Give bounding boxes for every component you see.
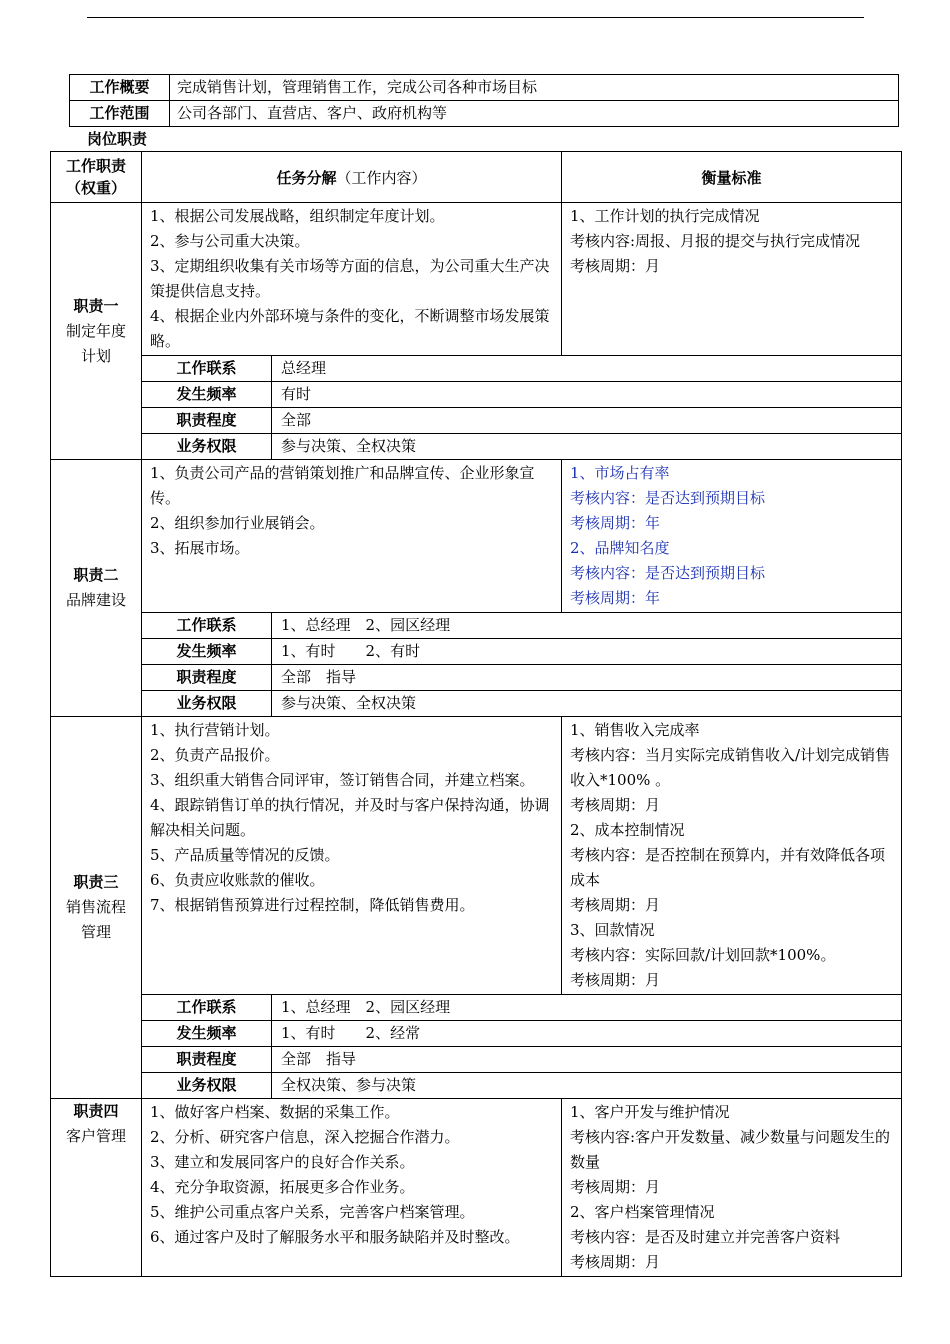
task-item: 2、参与公司重大决策。 [150, 232, 310, 250]
duty-row-4 [51, 1099, 902, 1277]
duty-name-line: 品牌建设 [65, 591, 126, 609]
duty-row-1 [51, 203, 902, 356]
duty-row-2 [51, 460, 902, 613]
measure-item: 2、成本控制情况 [570, 821, 685, 839]
header-task-main: 任务分解 [276, 168, 337, 187]
attr-row [51, 639, 902, 665]
summary-row-scope [70, 101, 899, 127]
attr-row [51, 691, 902, 717]
summary-label: 工作概要 [70, 75, 170, 101]
task-item: 5、产品质量等情况的反馈。 [150, 846, 340, 864]
measure-item: 考核周期：月 [570, 1253, 661, 1271]
duty-title-cell [51, 1099, 142, 1277]
attr-value: 1、总经理 2、园区经理 [272, 613, 902, 639]
duty-name-line: 计划 [80, 346, 111, 365]
duty-tasks [142, 460, 562, 613]
duty-tasks [142, 717, 562, 995]
attr-value: 1、有时 2、经常 [272, 1021, 902, 1047]
attr-label: 职责程度 [142, 1047, 272, 1073]
duties-table [50, 151, 902, 1277]
summary-row-overview [70, 75, 899, 101]
attr-value: 全部 [272, 408, 902, 434]
measure-item: 1、市场占有率 [570, 464, 670, 482]
attr-label: 发生频率 [142, 1021, 272, 1047]
measure-item: 1、客户开发与维护情况 [570, 1103, 730, 1121]
measure-item: 考核内容：实际回款/计划回款*100%。 [570, 946, 836, 964]
attr-value: 参与决策、全权决策 [272, 691, 902, 717]
duty-name-line: 客户管理 [65, 1127, 126, 1145]
measure-item: 考核内容：当月实际完成销售收入/计划完成销售收入*100% 。 [570, 746, 891, 789]
task-item: 4、跟踪销售订单的执行情况，并及时与客户保持沟通，协调解决相关问题。 [150, 796, 550, 839]
attr-row [51, 356, 902, 382]
duty-tasks [142, 1099, 562, 1277]
header-duty-line2: （权重） [65, 179, 126, 197]
task-item: 1、执行营销计划。 [150, 721, 280, 739]
duty-title-cell [51, 460, 142, 717]
attr-label: 工作联系 [142, 613, 272, 639]
header-task-sub: （工作内容） [336, 168, 427, 187]
attr-label: 业务权限 [142, 434, 272, 460]
task-item: 3、建立和发展同客户的良好合作关系。 [150, 1153, 415, 1171]
task-item: 1、做好客户档案、数据的采集工作。 [150, 1103, 400, 1121]
task-item: 6、通过客户及时了解服务水平和服务缺陷并及时整改。 [150, 1228, 520, 1246]
task-item: 7、根据销售预算进行过程控制，降低销售费用。 [150, 896, 475, 914]
attr-row [51, 408, 902, 434]
measure-item: 考核周期：月 [570, 257, 661, 275]
attr-row [51, 665, 902, 691]
duty-measures [562, 1099, 902, 1277]
duty-tasks [142, 203, 562, 356]
attr-row [51, 1073, 902, 1099]
section-title: 岗位职责 [87, 130, 148, 148]
task-item: 4、充分争取资源，拓展更多合作业务。 [150, 1178, 415, 1196]
task-item: 6、负责应收账款的催收。 [150, 871, 325, 889]
attr-row [51, 613, 902, 639]
duty-name-line: 制定年度 [65, 321, 126, 340]
attr-label: 发生频率 [142, 639, 272, 665]
duty-name-line: 销售流程 [65, 898, 126, 916]
measure-item: 1、销售收入完成率 [570, 721, 700, 739]
duty-measures [562, 717, 902, 995]
duty-measures [562, 460, 902, 613]
task-item: 1、负责公司产品的营销策划推广和品牌宣传、企业形象宣传。 [150, 464, 535, 507]
header-duty [51, 152, 142, 203]
attr-row [51, 434, 902, 460]
attr-label: 业务权限 [142, 691, 272, 717]
attr-label: 工作联系 [142, 995, 272, 1021]
measure-item: 2、客户档案管理情况 [570, 1203, 715, 1221]
attr-label: 工作联系 [142, 356, 272, 382]
attr-value: 全权决策、参与决策 [272, 1073, 902, 1099]
attr-value: 全部 指导 [272, 665, 902, 691]
task-item: 2、分析、研究客户信息，深入挖掘合作潜力。 [150, 1128, 460, 1146]
attr-row [51, 1047, 902, 1073]
measure-item: 考核周期：年 [570, 514, 661, 532]
attr-label: 职责程度 [142, 665, 272, 691]
task-item: 3、组织重大销售合同评审，签订销售合同，并建立档案。 [150, 771, 535, 789]
summary-value: 公司各部门、直营店、客户、政府机构等 [170, 101, 899, 127]
attr-label: 职责程度 [142, 408, 272, 434]
attr-value: 参与决策、全权决策 [272, 434, 902, 460]
duty-title: 职责四 [73, 1102, 119, 1120]
attr-label: 业务权限 [142, 1073, 272, 1099]
measure-item: 考核周期：年 [570, 589, 661, 607]
attr-row [51, 382, 902, 408]
header-measure: 衡量标准 [562, 152, 902, 203]
task-item: 3、拓展市场。 [150, 539, 250, 557]
attr-value: 1、有时 2、有时 [272, 639, 902, 665]
duty-title: 职责三 [73, 873, 119, 891]
header-duty-line1: 工作职责 [65, 157, 126, 175]
attr-value: 总经理 [272, 356, 902, 382]
summary-table [69, 74, 899, 127]
task-item: 2、组织参加行业展销会。 [150, 514, 325, 532]
attr-label: 发生频率 [142, 382, 272, 408]
header-rule [87, 17, 864, 18]
task-item: 1、根据公司发展战略，组织制定年度计划。 [150, 207, 445, 225]
attr-row [51, 995, 902, 1021]
duty-title: 职责一 [73, 296, 119, 315]
task-item: 4、根据企业内外部环境与条件的变化，不断调整市场发展策略。 [150, 307, 550, 350]
measure-item: 考核内容：是否达到预期目标 [570, 489, 766, 507]
duty-name-line: 管理 [80, 923, 111, 941]
duty-title-cell [51, 203, 142, 460]
measure-item: 考核周期：月 [570, 1178, 661, 1196]
measure-item: 考核周期：月 [570, 796, 661, 814]
measure-item: 2、品牌知名度 [570, 539, 670, 557]
measure-item: 考核内容:周报、月报的提交与执行完成情况 [570, 232, 861, 250]
header-task [142, 152, 562, 203]
measure-item: 考核内容:客户开发数量、减少数量与问题发生的数量 [570, 1128, 891, 1171]
measure-item: 考核内容：是否达到预期目标 [570, 564, 766, 582]
duty-title-cell [51, 717, 142, 1099]
attr-row [51, 1021, 902, 1047]
duty-measures [562, 203, 902, 356]
measure-item: 1、工作计划的执行完成情况 [570, 207, 760, 225]
attr-value: 全部 指导 [272, 1047, 902, 1073]
duty-row-3 [51, 717, 902, 995]
task-item: 2、负责产品报价。 [150, 746, 280, 764]
attr-value: 有时 [272, 382, 902, 408]
summary-label: 工作范围 [70, 101, 170, 127]
measure-item: 考核内容：是否及时建立并完善客户资料 [570, 1228, 841, 1246]
attr-value: 1、总经理 2、园区经理 [272, 995, 902, 1021]
measure-item: 3、回款情况 [570, 921, 655, 939]
duties-header-row [51, 152, 902, 203]
measure-item: 考核内容：是否控制在预算内，并有效降低各项成本 [570, 846, 886, 889]
task-item: 5、维护公司重点客户关系，完善客户档案管理。 [150, 1203, 475, 1221]
task-item: 3、定期组织收集有关市场等方面的信息，为公司重大生产决策提供信息支持。 [150, 257, 550, 300]
measure-item: 考核周期：月 [570, 896, 661, 914]
duty-title: 职责二 [73, 566, 119, 584]
summary-value: 完成销售计划，管理销售工作，完成公司各种市场目标 [170, 75, 899, 101]
measure-item: 考核周期：月 [570, 971, 661, 989]
